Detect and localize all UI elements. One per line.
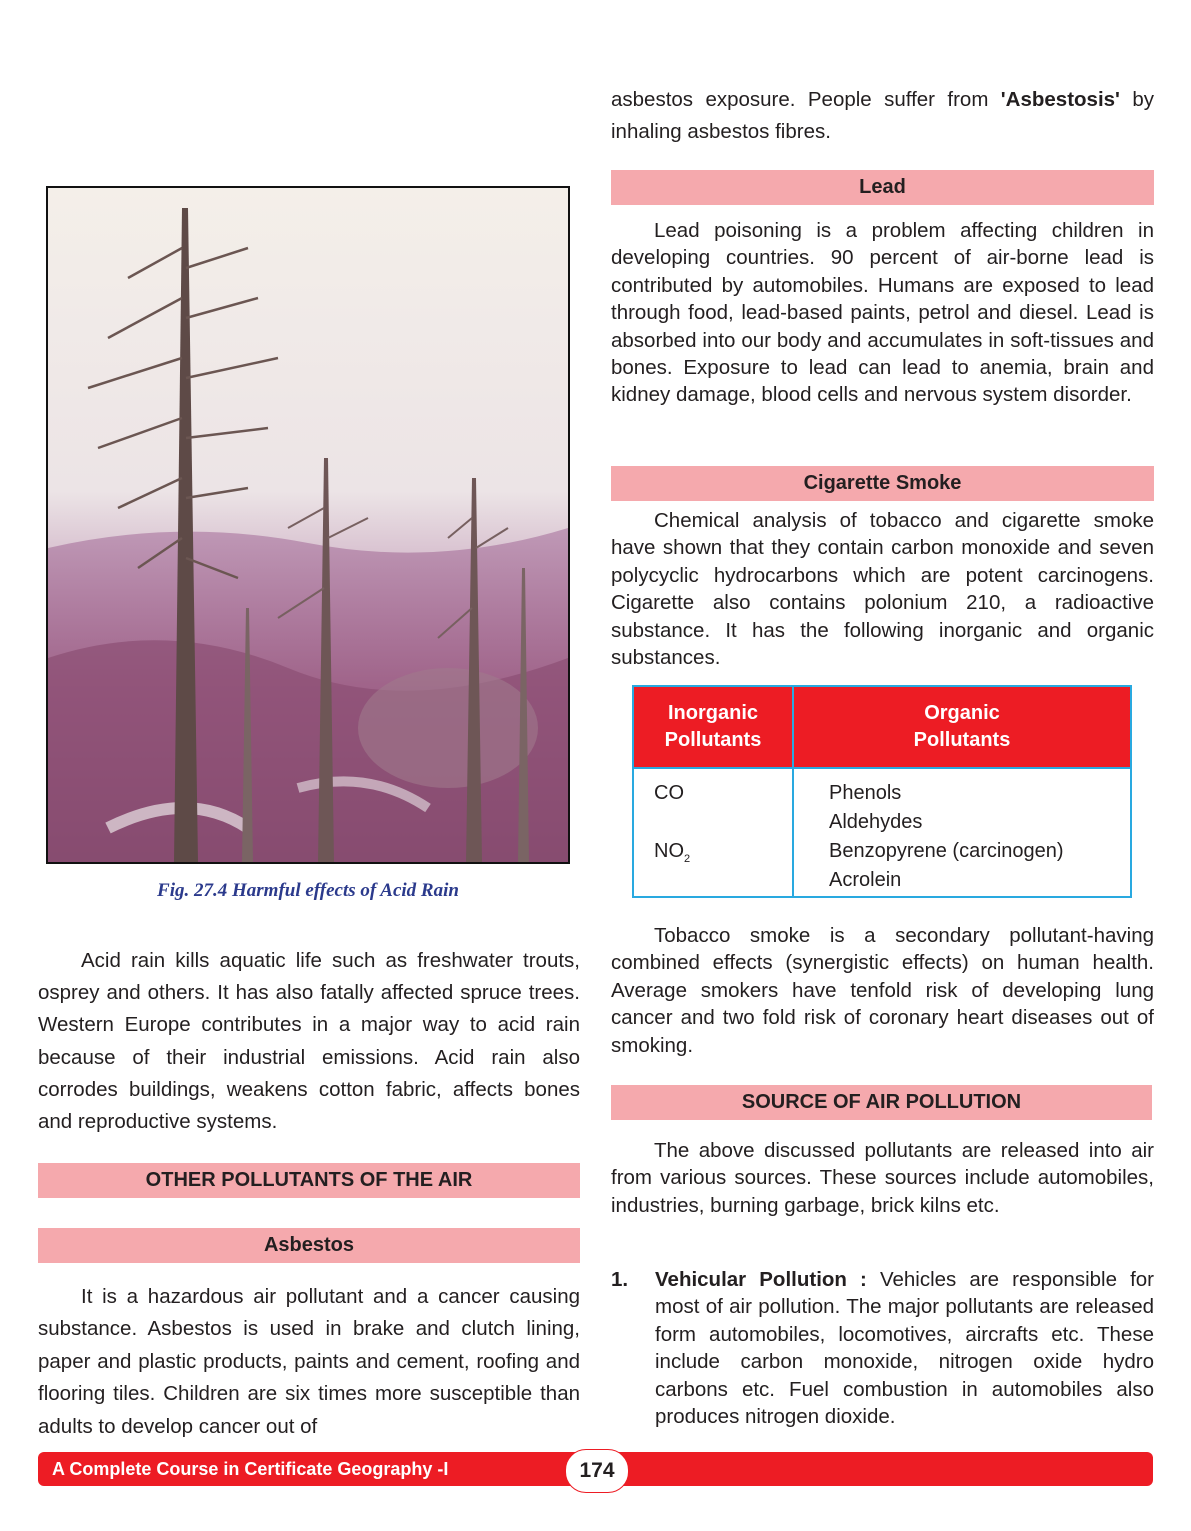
header-line: Organic	[924, 702, 1000, 724]
no2-base: NO	[654, 840, 684, 862]
other-pollutants-heading: OTHER POLLUTANTS OF THE AIR	[38, 1163, 580, 1198]
source-heading: SOURCE OF AIR POLLUTION	[611, 1085, 1152, 1120]
cigarette-smoke-heading: Cigarette Smoke	[611, 466, 1154, 501]
pollutant-phenols: Phenols	[829, 782, 902, 804]
list-number: 1.	[611, 1268, 629, 1291]
vehicular-title: Vehicular Pollution :	[655, 1268, 867, 1291]
cigarette-paragraph: Chemical analysis of tobacco and cigarette smoke have shown that they contain carbon monoxide and seven polycyclic hydrocarbons which are potent carcinogens. Cigarette also contains polonium 210, a radioactive substance. It has the following inorganic and organic substances.	[611, 509, 1154, 670]
table-header-row	[633, 686, 1131, 768]
source-section	[611, 1137, 1154, 1219]
acid-rain-section	[38, 945, 580, 1138]
asbestos-paragraph: It is a hazardous air pollutant and a cancer causing substance. Asbestos is used in brake and clutch lining, paper and plastic products, paints and cement, roofing and flooring tiles. Children are six times more susceptible than adults to develop cancer out of	[38, 1285, 580, 1438]
vehicular-text	[655, 1266, 1154, 1430]
acid-rain-photo	[46, 186, 570, 864]
organic-cell	[793, 768, 1131, 897]
table-row	[633, 768, 1131, 897]
dead-forest-illustration	[48, 188, 568, 862]
pollutants-table	[632, 685, 1132, 898]
pollutant-benzopyrene: Benzopyrene (carcinogen)	[829, 840, 1064, 862]
asbestos-heading: Asbestos	[38, 1228, 580, 1263]
figure-caption: Fig. 27.4 Harmful effects of Acid Rain	[157, 880, 459, 901]
page-number: 174	[565, 1449, 629, 1493]
acid-rain-paragraph: Acid rain kills aquatic life such as freshwater trouts, osprey and others. It has also fatally affected spruce trees. Western Europe contributes in a major way to acid rain because of their industrial emissions. Acid rain also corrodes buildings, weakens cotton fabric, affects bones and reproductive systems.	[38, 949, 580, 1134]
header-line: Pollutants	[664, 729, 762, 751]
header-line: Pollutants	[913, 729, 1011, 751]
pollutant-no2	[654, 837, 791, 874]
no2-subscript: 2	[684, 853, 691, 865]
lead-section	[611, 217, 1154, 409]
vehicular-body: Vehicles are responsible for most of air pollution. The major pollutants are released form automobiles, locomotives, aircrafts etc. These include carbon monoxide, nitrogen oxide hydro carbons etc. Fuel combustion in automobiles also produces nitrogen dioxide.	[655, 1268, 1154, 1429]
tobacco-section	[611, 922, 1154, 1059]
organic-header	[793, 686, 1131, 768]
asbestos-continued-text	[611, 84, 1154, 148]
vehicular-pollution-item	[611, 1266, 1154, 1430]
pollutant-aldehydes: Aldehydes	[829, 811, 923, 833]
book-title: A Complete Course in Certificate Geography -I	[52, 1459, 449, 1479]
inorganic-header	[633, 686, 793, 768]
lead-paragraph: Lead poisoning is a problem affecting children in developing countries. 90 percent of air-borne lead is contributed by automobiles. Humans are exposed to lead through food, lead-based paints, petrol and diesel. Lead is absorbed into our body and accumulates in soft-tissues and bones. Exposure to lead can lead to anemia, brain and kidney damage, blood cells and nervous system disorder.	[611, 219, 1154, 407]
text-run: by inhaling asbestos fibres.	[611, 88, 1154, 143]
cigarette-section	[611, 507, 1154, 671]
text-run: asbestos exposure. People suffer from	[611, 88, 1001, 111]
asbestosis-term: 'Asbestosis'	[1000, 88, 1120, 111]
source-paragraph: The above discussed pollutants are released into air from various sources. These sources include automobiles, industries, burning garbage, brick kilns etc.	[611, 1139, 1154, 1217]
asbestos-section	[38, 1281, 580, 1443]
pollutant-co: CO	[654, 782, 684, 804]
pollutant-acrolein: Acrolein	[829, 869, 902, 891]
inorganic-cell	[633, 768, 793, 897]
header-line: Inorganic	[667, 702, 758, 724]
tobacco-paragraph: Tobacco smoke is a secondary pollutant-having combined effects (synergistic effects) on human health. Average smokers have tenfold risk of developing lung cancer and two fold risk of coronary heart diseases out of smoking.	[611, 924, 1154, 1057]
lead-heading: Lead	[611, 170, 1154, 205]
